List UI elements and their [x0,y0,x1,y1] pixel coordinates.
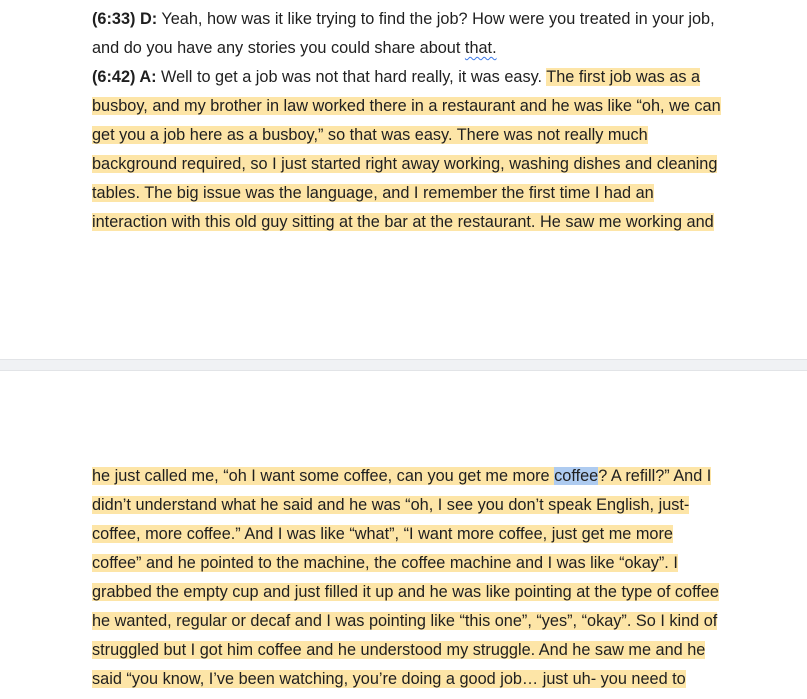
highlighted-text: coffee, more coffee.” And I was like “what”, “I want more coffee, just get me more [92,525,673,543]
text-line[interactable] [92,665,714,694]
text-line[interactable] [92,121,714,150]
text-line[interactable]: (6:33) D: Yeah, how was it like trying to find the job? How were you treated in your job, [92,10,715,28]
text-line[interactable] [92,520,714,549]
highlighted-text: struggled but I got him coffee and he understood my struggle. And he saw me and he [92,641,706,659]
text-line[interactable] [92,179,714,208]
transcript-text-page-1[interactable] [92,5,721,237]
highlighted-text: said “you know, I’ve been watching, you’re doing a good job… just uh- you need to [92,670,686,688]
text-line[interactable] [92,636,714,665]
text-line[interactable] [92,92,721,121]
highlighted-text: interaction with this old guy sitting at the bar at the restaurant. He saw me working and [92,213,714,231]
highlighted-text: grabbed the empty cup and just filled it up and he was like pointing at the type of coffee [92,583,719,601]
text-line[interactable] [92,491,714,520]
highlighted-text: he just called me, “oh I want some coffee, can you get me more [92,467,555,485]
page-break [0,359,807,371]
highlighted-text: he wanted, regular or decaf and I was pointing like “this one”, “yes”, “okay”. So I kind of [92,612,718,630]
speaker-timestamp-a: (6:42) A: [92,68,157,86]
text-line[interactable] [92,208,714,237]
highlighted-text: The first job was as a [546,68,701,86]
highlighted-text: coffee” and he pointed to the machine, the coffee machine and I was like “okay”. I [92,554,678,572]
text-line[interactable] [92,150,718,179]
speaker-timestamp-d: (6:33) D: [92,10,158,28]
text-line[interactable] [92,462,714,491]
transcript-text-page-2[interactable] [92,462,719,694]
highlighted-text: didn’t understand what he said and he was “oh, I see you don’t speak English, just- [92,496,690,514]
highlighted-text: background required, so I just started right away working, washing dishes and cleaning [92,155,718,173]
document-page-2 [0,371,807,699]
highlighted-text: busboy, and my brother in law worked there in a restaurant and he was like “oh, we can [92,97,721,115]
highlighted-text: ? A refill?” And I [598,467,712,485]
text-line[interactable] [92,607,718,636]
highlighted-text: get you a job here as a busboy,” so that was easy. There was not really much [92,126,648,144]
text-line[interactable] [92,549,714,578]
text-line[interactable]: (6:42) A: Well to get a job was not that hard really, it was easy. The first job was as a [92,68,701,86]
highlighted-text: tables. The big issue was the language, and I remember the first time I had an [92,184,654,202]
spellcheck-underline-word[interactable]: that. [464,39,497,57]
selected-text[interactable]: coffee [554,467,599,485]
text-line[interactable]: and do you have any stories you could share about that. [92,39,497,57]
text-line[interactable] [92,578,719,607]
